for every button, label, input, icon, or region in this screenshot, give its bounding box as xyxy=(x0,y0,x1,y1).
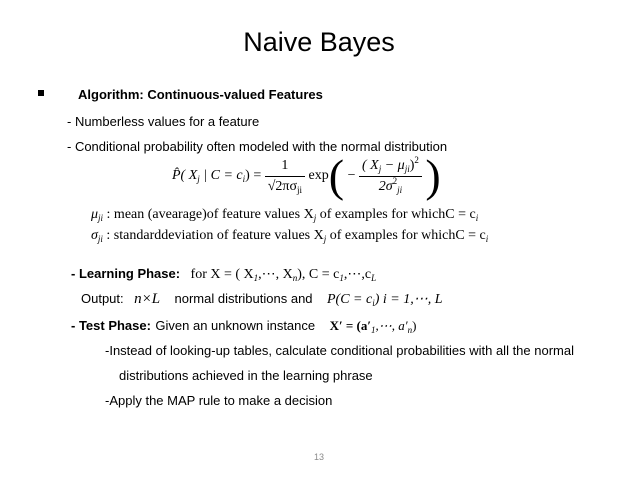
gaussian-formula: P̂( $X_j$ | $C = c_i$) = $\frac{1}{√2\pi\sigma_{ji}}$ exp( − $\frac{( X_j - \mu_{ji})^2}{2\sigma^2_{ji}}$ ) xyxy=(172,150,441,201)
right-paren: ) xyxy=(425,150,441,201)
conditional-line: - Conditional probability often modeled with the normal distribution xyxy=(67,139,448,154)
output-line: Output: n×L normal distributions and $P(C = c_i)$ i = 1,⋯, L xyxy=(81,291,443,308)
apply-map-line: -Apply the MAP rule to make a decision xyxy=(105,393,333,408)
sigma-definition: $\sigma_{ji}$ : standarddeviation of feature values $X_j$ of examples for whichC = $c_i$ xyxy=(91,228,489,244)
mu-definition: $\mu_{ji}$ : mean (avearage)of feature values $X_j$ of examples for whichC = $c_i$ xyxy=(91,207,479,223)
instead-line-1: -Instead of looking-up tables, calculate conditional probabilities with all the normal xyxy=(105,343,574,358)
slide-title: Naive Bayes xyxy=(243,27,395,57)
left-paren: ( xyxy=(328,150,345,201)
exponent-fraction: $\frac{( X_j - \mu_{ji})^2}{2\sigma^2_{ji}}$ xyxy=(359,156,422,197)
bullet-square-icon xyxy=(38,90,44,96)
test-phase: - Test Phase: Given an unknown instance $X' = (a'_1,\cdots$, $a'_n$) xyxy=(71,318,417,335)
output-formula: $P(C = c_i)$ i = 1,⋯, L xyxy=(327,292,443,308)
learning-phase: - Learning Phase: for X = ( $X_1,\cdots$, $X_n$), $C = c_1,\cdots,c_L$ xyxy=(71,266,377,283)
instead-line-2: distributions achieved in the learning phrase xyxy=(119,368,373,383)
learning-formula: for X = ( $X_1,\cdots$, $X_n$), $C = c_1,\cdots,c_L$ xyxy=(190,267,377,283)
numberless-line: - Numberless values for a feature xyxy=(67,114,260,129)
test-formula: $X' = (a'_1,\cdots$, $a'_n$) xyxy=(329,318,417,335)
normal-coefficient: $\frac{1}{√2\pi\sigma_{ji}}$ xyxy=(265,156,305,197)
page-number: 13 xyxy=(313,452,324,462)
algorithm-heading: Algorithm: Continuous-valued Features xyxy=(78,87,323,102)
